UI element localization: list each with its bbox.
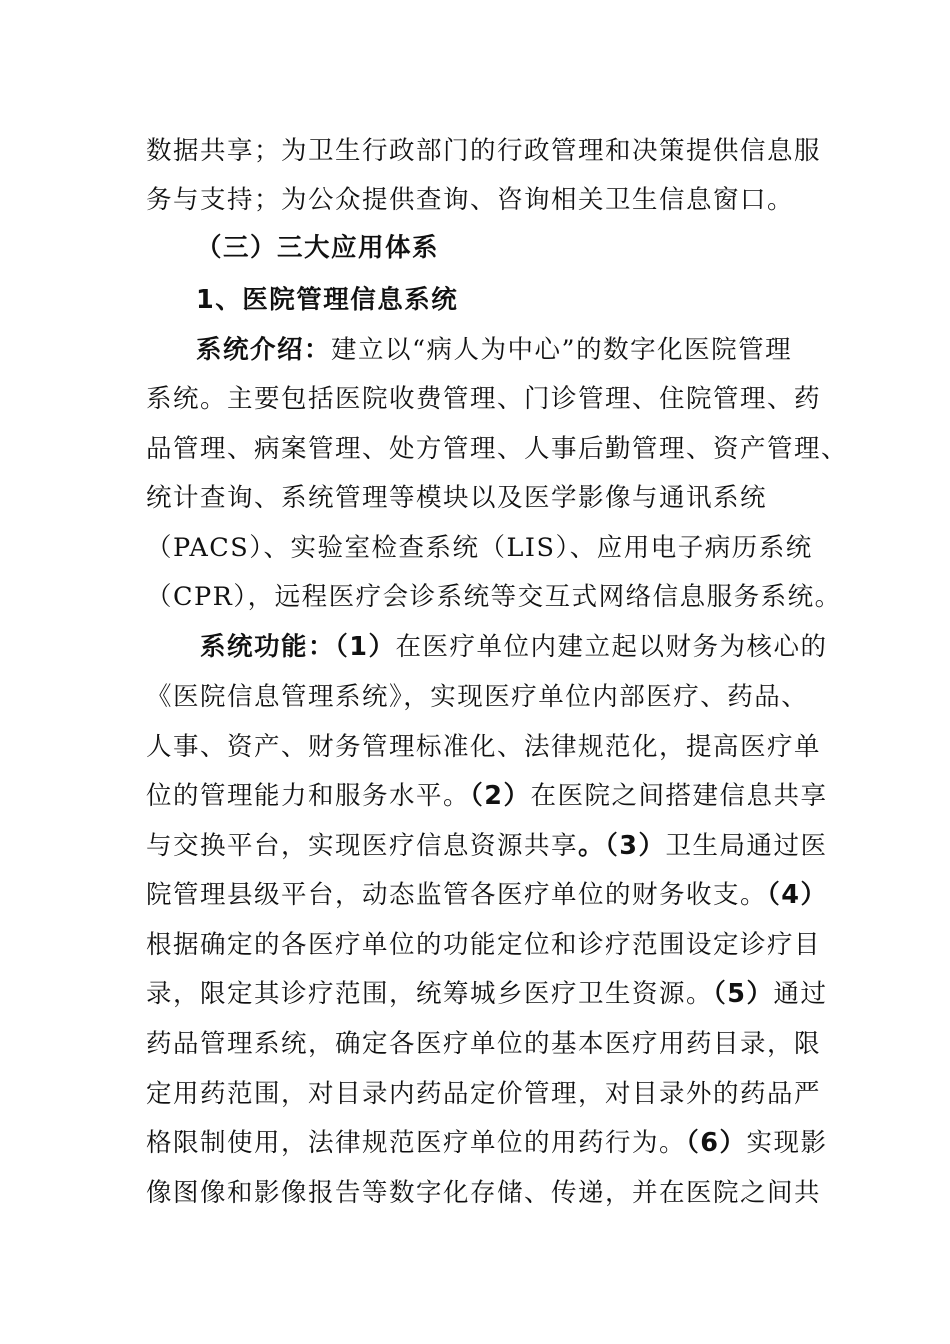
paragraph-line: （CPR），远程医疗会诊系统等交互式网络信息服务系统。 [146,582,842,612]
paragraph-line: 品管理、病案管理、处方管理、人事后勤管理、资产管理、 [146,434,849,464]
paragraph-line: 统计查询、系统管理等模块以及医学影像与通讯系统 [146,483,768,513]
paragraph-text: 在医院之间搭建信息共享 [530,781,828,811]
paragraph-line: 人事、资产、财务管理标准化、法律规范化，提高医疗单 [146,732,822,762]
item-number: （6） [686,1128,747,1158]
paragraph-line [146,880,828,910]
system-intro-label: 系统介绍： [196,335,332,365]
item-number: （4） [767,880,828,910]
paragraph-line: 数据共享；为卫生行政部门的行政管理和决策提供信息服 [146,136,822,166]
paragraph-text: 院管理县级平台，动态监管各医疗单位的财务收支。 [146,880,768,910]
subsection-heading: 1、医院管理信息系统 [196,285,459,315]
paragraph-line: 《医院信息管理系统》，实现医疗单位内部医疗、药品、 [146,682,809,712]
item-number: （2） [470,781,531,811]
paragraph-text: 建立以“病人为中心”的数字化医院管理 [331,335,793,365]
paragraph-line: 像图像和影像报告等数字化存储、传递，并在医院之间共 [146,1178,822,1208]
paragraph-text: 在医疗单位内建立起以财务为核心的 [395,632,828,662]
paragraph-text: 格限制使用，法律规范医疗单位的用药行为。 [146,1128,687,1158]
paragraph-line [146,979,828,1009]
paragraph-line: 务与支持；为公众提供查询、咨询相关卫生信息窗口。 [146,185,795,215]
paragraph-text: 实现影 [746,1128,828,1158]
paragraph-line [146,1128,828,1158]
item-number: 。（3） [578,831,666,861]
paragraph-line: 根据确定的各医疗单位的功能定位和诊疗范围设定诊疗目 [146,930,822,960]
item-number: （1） [335,632,396,662]
section-heading: （三）三大应用体系 [196,233,440,263]
paragraph-text: 通过 [773,979,828,1009]
paragraph-line: 系统。主要包括医院收费管理、门诊管理、住院管理、药 [146,384,822,414]
paragraph-line: 定用药范围，对目录内药品定价管理，对目录外的药品严 [146,1079,822,1109]
paragraph-line [146,781,828,811]
paragraph-text: 录，限定其诊疗范围，统筹城乡医疗卫生资源。 [146,979,714,1009]
paragraph-line: 药品管理系统，确定各医疗单位的基本医疗用药目录，限 [146,1029,822,1059]
paragraph-text: 与交换平台，实现医疗信息资源共享 [146,831,579,861]
system-function-first-line [200,632,828,662]
system-intro-first-line [196,335,792,365]
paragraph-text: 位的管理能力和服务水平。 [146,781,471,811]
system-function-label: 系统功能： [200,632,336,662]
paragraph-line: （PACS）、实验室检查系统（LIS）、应用电子病历系统 [146,533,813,563]
paragraph-line [146,831,828,861]
item-number: （5） [713,979,774,1009]
paragraph-text: 卫生局通过医 [665,831,828,861]
